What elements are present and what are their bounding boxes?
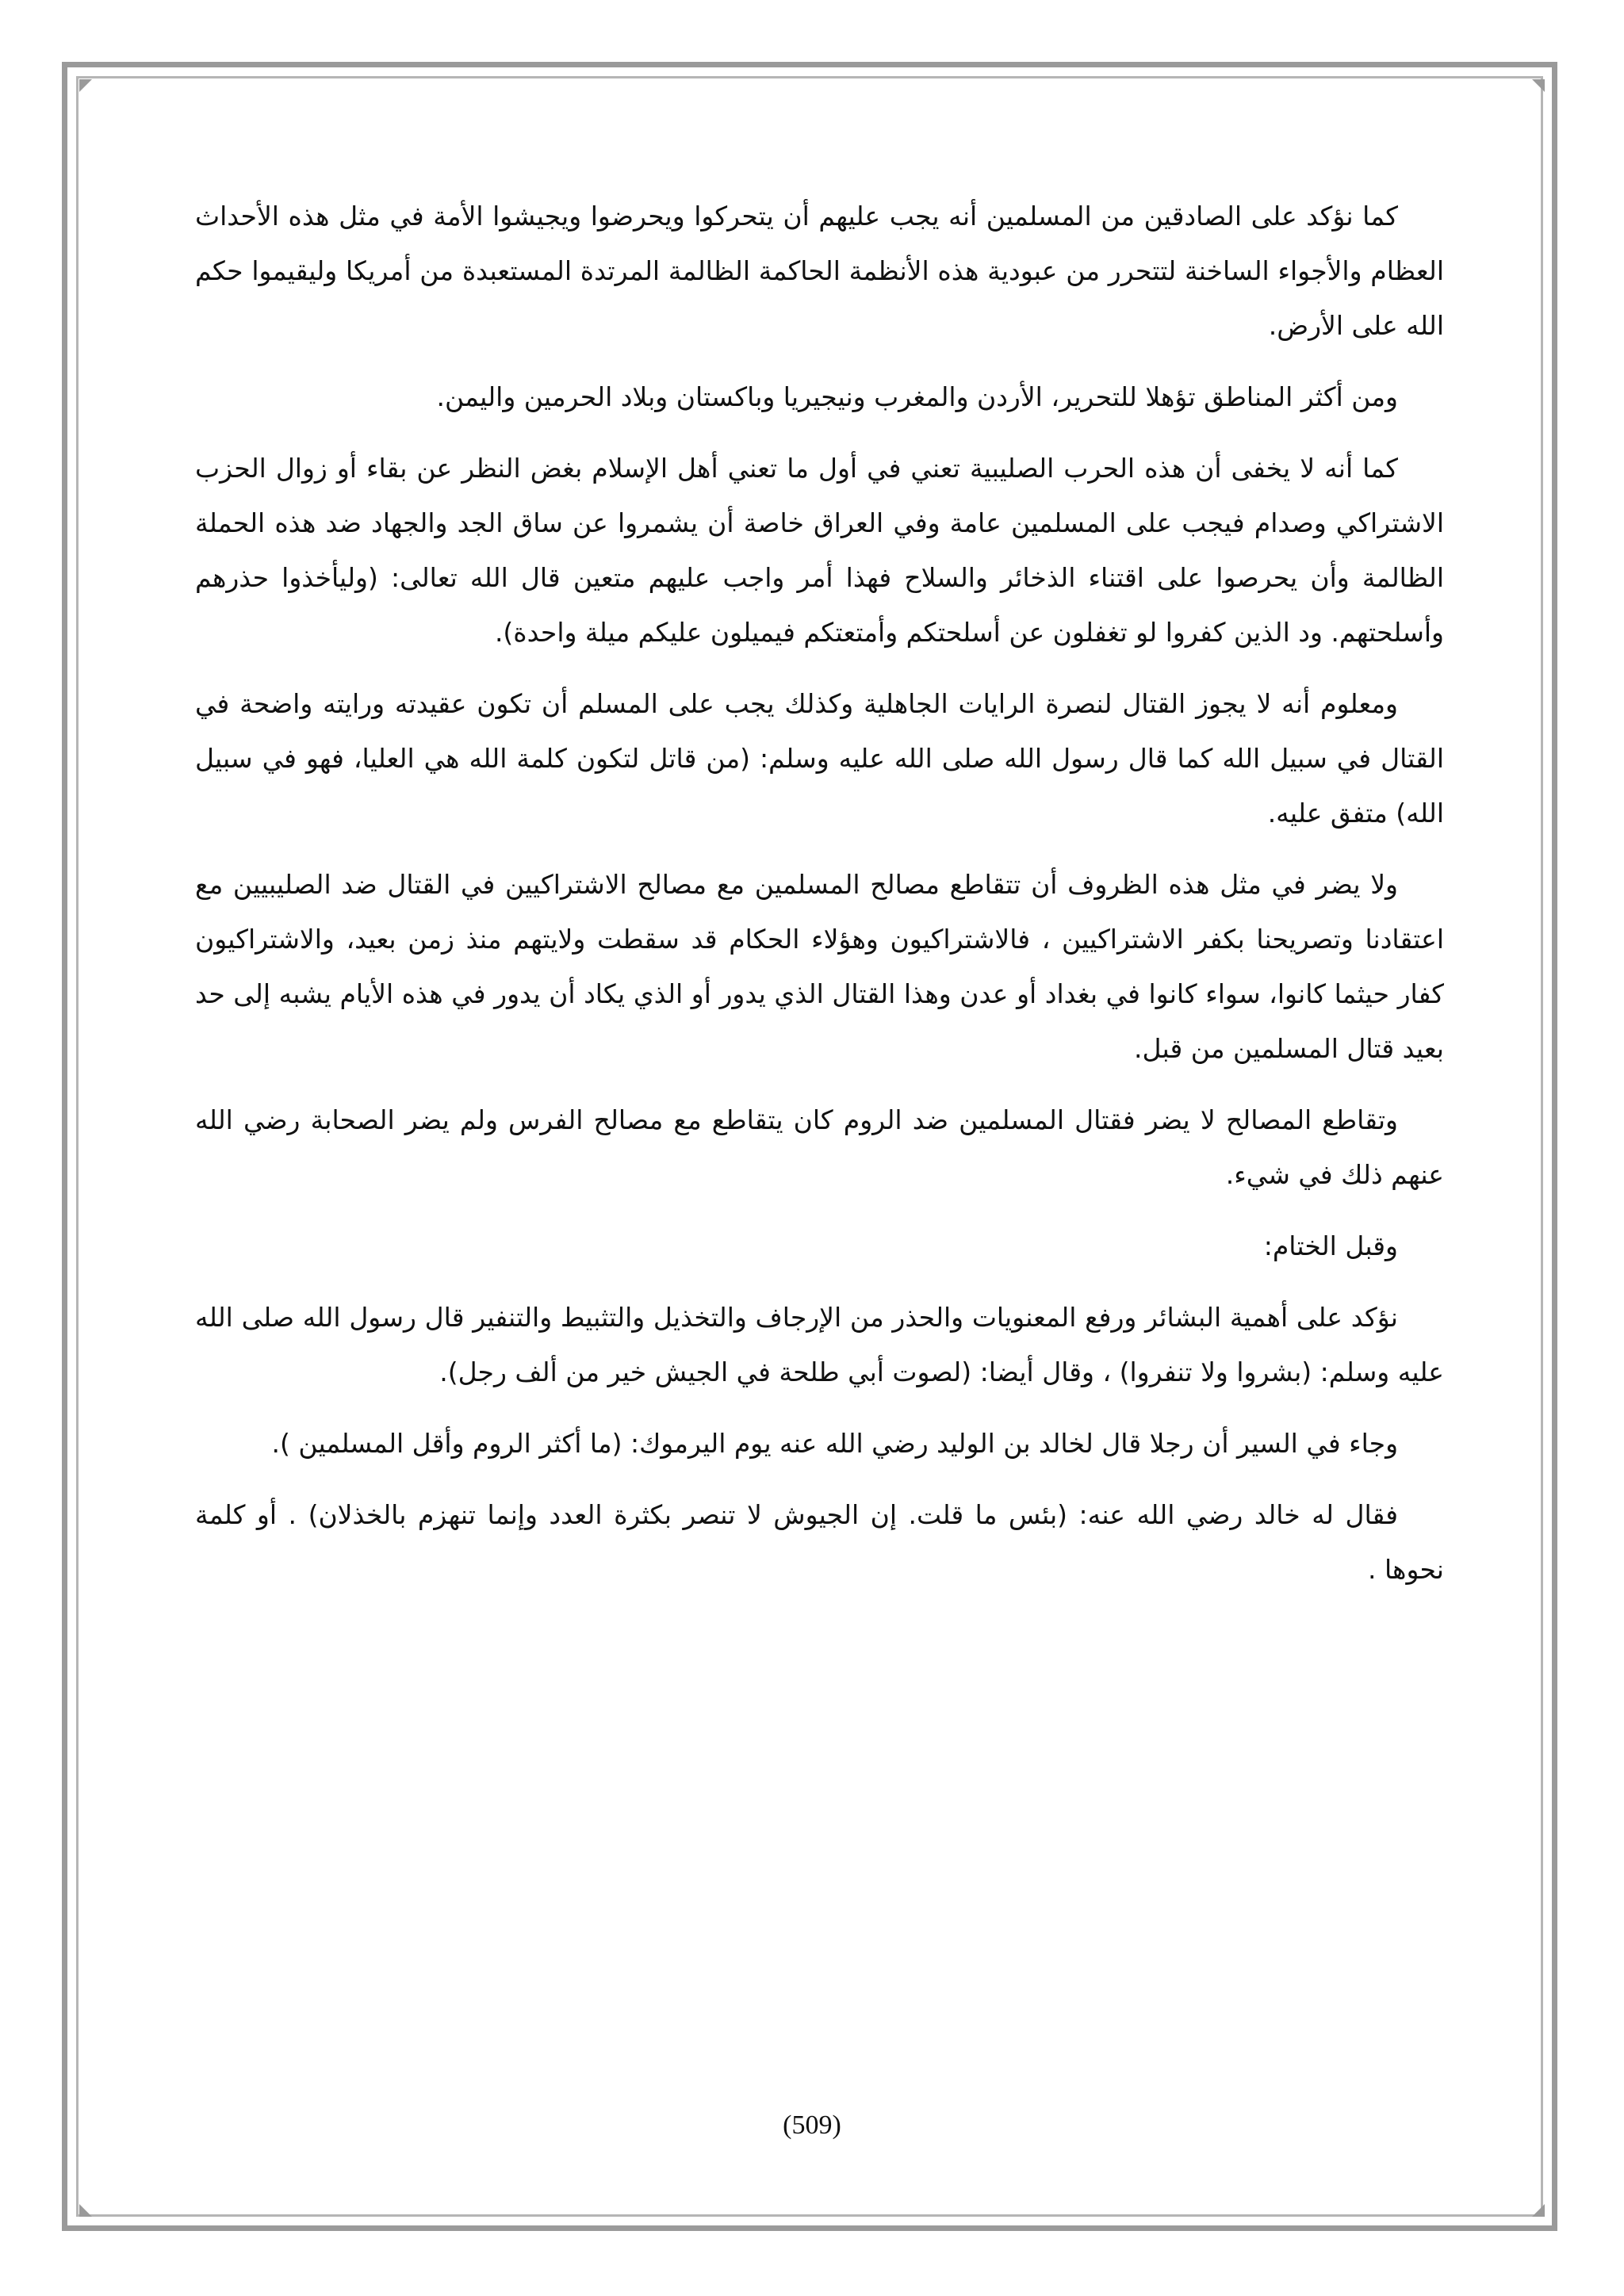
corner-ornament-top-right [1532,79,1545,92]
paragraph-crusade-war: كما أنه لا يخفى أن هذه الحرب الصليبية تعني في أول ما تعني أهل الإسلام بغض النظر عن بقاء أو زوال الحزب الاشتراكي وصدام فيجب على المسلمين عامة وفي العراق خاصة أن يشمروا عن ساق الجد والجهاد ضد هذه الحملة الظالمة وأن يحرصوا على اقتناء الذخائر والسلاح فهذا أمر واجب عليهم متعين قال الله تعالى: (وليأخذوا حذرهم وأسلحتهم. ود الذين كفروا لو تغفلون عن أسلحتكم وأمتعتكم فيميلون عليكم ميلة واحدة). [195,453,1444,648]
paragraph-regions: ومن أكثر المناطق تؤهلا للتحرير، الأردن والمغرب ونيجيريا وباكستان وبلاد الحرمين واليمن. [436,381,1398,412]
paragraph-yarmouk: وجاء في السير أن رجلا قال لخالد بن الوليد رضي الله عنه يوم اليرموك: (ما أكثر الروم وأقل المسلمين ). [271,1428,1398,1459]
paragraph-good-tidings: نؤكد على أهمية البشائر ورفع المعنويات والحذر من الإرجاف والتخذيل والتثبيط والتنفير قال رسول الله صلى الله عليه وسلم: (بشروا ولا تنفروا) ، وقال أيضا: (لصوت أبي طلحة في الجيش خير من ألف رجل). [195,1302,1444,1387]
paragraph-before-closing: وقبل الختام: [1263,1230,1398,1261]
document-body [195,189,1444,1613]
paragraph-intersection: وتقاطع المصالح لا يضر فقتال المسلمين ضد الروم كان يتقاطع مع مصالح الفرس ولم يضر الصحابة رضي الله عنهم ذلك في شيء. [195,1104,1444,1190]
paragraph-call-to-mobilize: كما نؤكد على الصادقين من المسلمين أنه يجب عليهم أن يتحركوا ويحرضوا ويجيشوا الأمة في مثل هذه الأحداث العظام والأجواء الساخنة لتتحرر من عبودية هذه الأنظمة الحاكمة الظالمة المرتدة المستعبدة من أمريكا وليقيموا حكم الله على الأرض. [195,201,1444,341]
paragraph-khalid-reply: فقال له خالد رضي الله عنه: (بئس ما قلت. إن الجيوش لا تنصر بكثرة العدد وإنما تنهزم بالخذلان) . أو كلمة نحوها . [195,1499,1444,1585]
corner-ornament-bottom-left [79,2204,92,2217]
corner-ornament-bottom-right [1532,2204,1545,2217]
page-number: (509) [783,2110,841,2140]
corner-ornament-top-left [79,79,92,92]
paragraph-banners: ومعلوم أنه لا يجوز القتال لنصرة الرايات الجاهلية وكذلك يجب على المسلم أن تكون عقيدته ورايته واضحة في القتال في سبيل الله كما قال رسول الله صلى الله عليه وسلم: (من قاتل لتكون كلمة الله هي العليا، فهو في سبيل الله) متفق عليه. [195,688,1444,828]
paragraph-interests: ولا يضر في مثل هذه الظروف أن تتقاطع مصالح المسلمين مع مصالح الاشتراكيين في القتال ضد الصليبيين مع اعتقادنا وتصريحنا بكفر الاشتراكيين ، فالاشتراكيون وهؤلاء الحكام قد سقطت ولايتهم منذ زمن بعيد، والاشتراكيون كفار حيثما كانوا، سواء كانوا في بغداد أو عدن وهذا القتال الذي يدور أو الذي يكاد أن يدور في هذه الأيام يشبه إلى حد بعيد قتال المسلمين من قبل. [195,869,1444,1064]
